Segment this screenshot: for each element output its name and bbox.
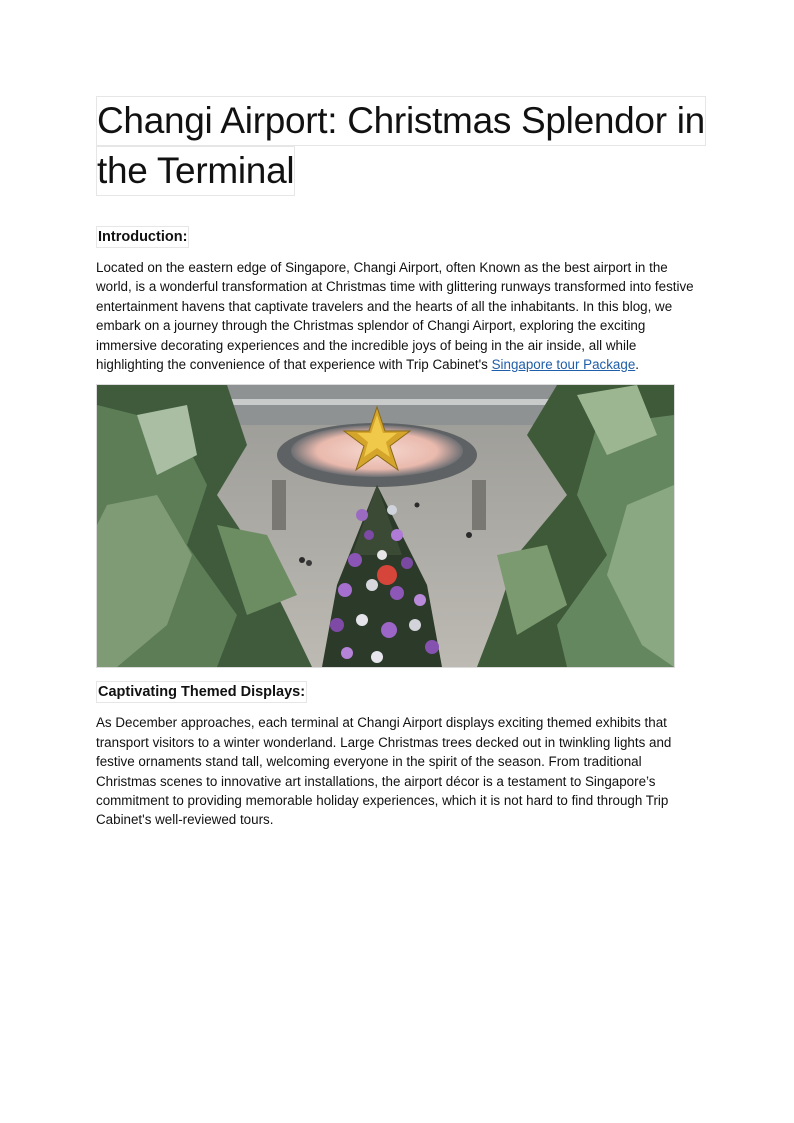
themed-displays-heading: Captivating Themed Displays: bbox=[96, 681, 307, 703]
intro-end: . bbox=[635, 357, 640, 373]
introduction-paragraph bbox=[96, 258, 696, 374]
introduction-heading: Introduction: bbox=[96, 226, 189, 248]
title-line-2: the Terminal bbox=[96, 146, 295, 196]
christmas-tree-photo bbox=[96, 384, 675, 668]
page-title bbox=[96, 96, 705, 196]
document-page bbox=[96, 96, 705, 830]
singapore-tour-package-link[interactable]: Singapore tour Package bbox=[491, 357, 636, 373]
intro-text: Located on the eastern edge of Singapore, Changi Airport, often Known as the best airport in the world, is a wonderful transformation at Christmas time with glittering runways transformed into festive entertainment havens that captivate travelers and the hearts of all the inhabitants. In this blog, we embark on a journey through the Christmas splendor of Changi Airport, exploring the exciting immersive decorating experiences and the incredible joys of being in the air inside, all while highlighting the convenience of that experience with Trip Cabinet's bbox=[96, 260, 694, 373]
title-line-1: Changi Airport: Christmas Splendor in bbox=[96, 96, 706, 146]
themed-displays-paragraph: As December approaches, each terminal at Changi Airport displays exciting themed exhibits that transport visitors to a winter wonderland. Large Christmas trees decked out in twinkling lights and festive ornaments stand tall, welcoming everyone in the spirit of the season. From traditional Christmas scenes to innovative art installations, the airport décor is a testament to Singapore’s commitment to providing memorable holiday experiences, which it is not hard to find through Trip Cabinet's well-reviewed tours. bbox=[96, 715, 672, 828]
